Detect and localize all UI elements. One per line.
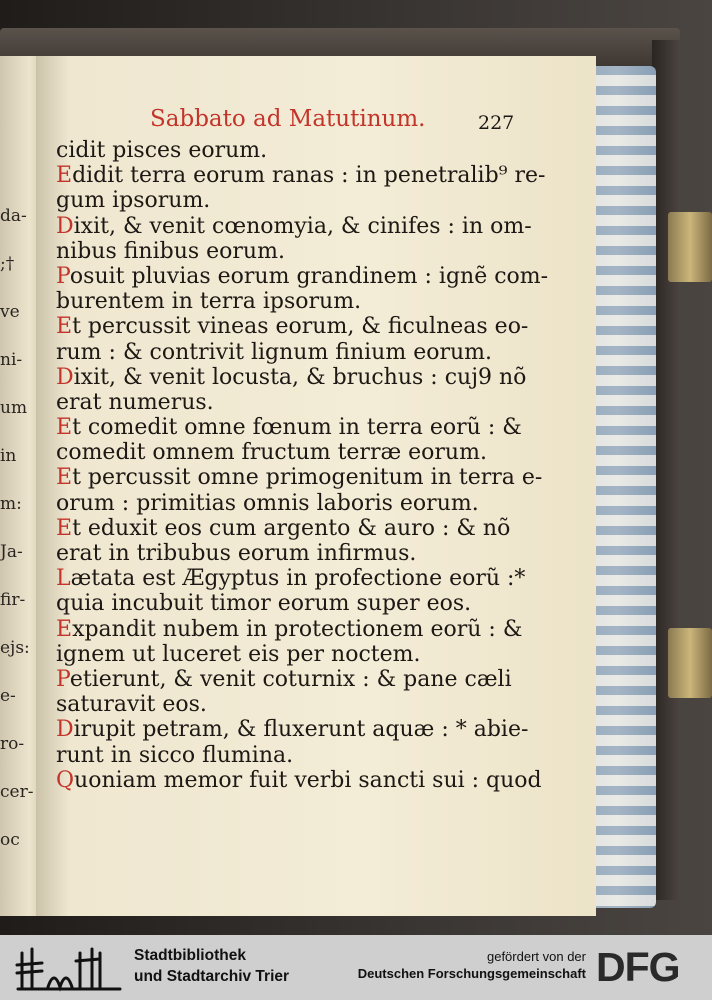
text-line [56,692,522,717]
rubricated-initial: D [56,364,74,390]
text-line [56,390,522,415]
line-text: ixit, & venit cœnomyia, & cinifes : in om- [73,213,532,239]
left-page-fragment: cer- [0,782,34,802]
left-page-fragment: m: [0,494,22,514]
rubricated-initial: E [56,163,73,189]
left-page-fragment: da- [0,206,27,226]
line-text: t percussit omne primogenitum in terra e- [72,465,543,491]
text-line [56,642,522,667]
line-text: t comedit omne fœnum in terra eorũ : & [72,415,522,441]
text-line [56,239,522,264]
text-line [56,340,522,365]
text-line [56,289,522,314]
rubricated-initial: L [56,566,71,592]
psalm-text [56,138,549,793]
text-line [56,364,527,390]
library-name-line-1: Stadtbibliothek [134,947,246,964]
text-line [56,541,522,566]
line-text: osuit pluvias eorum grandinem : ignẽ com- [69,263,549,289]
left-page-fragment: oc [0,830,20,850]
left-page-fragment: ve [0,302,20,322]
line-text: gum ipsorum. [56,188,211,214]
funding-note-line-1: gefördert von der [486,949,586,964]
text-line [56,415,522,440]
left-page-fragment: fir- [0,590,26,610]
text-line [56,591,522,616]
text-line [56,667,522,692]
text-line [56,717,529,743]
line-text: didit terra eorum ranas : in penetralib⁹ re- [72,163,546,189]
footer-bar [0,935,712,1000]
rubricated-initial: E [56,465,73,491]
stadtbibliothek-logo-icon [14,943,124,993]
rubricated-initial: E [56,314,73,340]
line-text: orum : primitias omnis laboris eorum. [56,490,479,516]
line-text: ætata est Ægyptus in profectione eorũ :* [70,566,526,592]
line-text: uoniam memor fuit verbi sancti sui : quod [74,767,542,793]
text-line [56,314,529,340]
line-text: cidit pisces eorum. [56,138,268,163]
rubricated-initial: D [56,213,74,239]
text-line [56,516,522,541]
line-text: xpandit nubem in protectionem eorũ : & [72,616,523,642]
brass-clasp-lower [668,628,712,698]
text-line [56,465,543,491]
brass-clasp-upper [668,212,712,282]
line-text: t percussit vineas eorum, & ficulneas eo- [72,314,529,340]
line-text: erat numerus. [56,389,214,415]
line-text: irupit petram, & fluxerunt aquæ : * abie- [73,717,529,743]
rubricated-initial: P [56,263,70,289]
book-spine-edge [652,40,680,900]
line-text: ixit, & venit locusta, & bruchus : cuj9 nõ [73,364,527,390]
line-text: quia incubuit timor eorum super eos. [56,591,472,617]
left-page-fragment: um [0,398,28,418]
line-text: rum : & contrivit lignum finium eorum. [56,339,493,365]
rubricated-initial: P [56,666,70,692]
rubricated-initial: D [56,717,74,743]
text-line [56,491,522,516]
rubricated-initial: E [56,515,73,541]
left-page-fragment: Ja- [0,542,23,562]
text-line [56,163,546,189]
text-line [56,440,522,465]
text-line [56,743,522,768]
rubricated-initial: Q [56,767,75,793]
rubricated-initial: E [56,616,73,642]
line-text: erat in tribubus eorum infirmus. [56,541,417,566]
left-page-text-fragments [0,206,34,878]
text-line [56,263,549,289]
line-text: saturavit eos. [56,692,207,718]
line-text: burentem in terra ipsorum. [56,289,362,315]
left-page-fragment: ;† [0,254,15,274]
text-line [56,767,542,793]
left-page-fragment: ni- [0,350,23,370]
line-text: ignem ut luceret eis per noctem. [56,641,421,667]
funding-note-line-2: Deutschen Forschungsgemeinschaft [357,966,586,981]
line-text: nibus finibus eorum. [56,238,285,264]
text-line [56,213,532,239]
page-number: 227 [478,112,515,134]
rubricated-initial: E [56,415,73,441]
left-page-fragment: ro- [0,734,25,754]
line-text: etierunt, & venit coturnix : & pane cæli [69,666,512,692]
dfg-logo: DFG [596,944,680,990]
text-line [56,138,522,163]
line-text: t eduxit eos cum argento & auro : & nõ [72,515,511,541]
line-text: comedit omnem fructum terræ eorum. [56,440,487,466]
line-text: runt in sicco flumina. [56,742,294,768]
text-line [56,617,522,642]
text-line [56,566,526,592]
text-line [56,188,522,213]
left-page-fragment: in [0,446,17,466]
left-page-fragment: e- [0,686,16,706]
library-name-line-2: und Stadtarchiv Trier [134,968,290,985]
running-header: Sabbato ad Matutinum. [150,106,426,132]
left-page-fragment: ejs: [0,638,30,658]
